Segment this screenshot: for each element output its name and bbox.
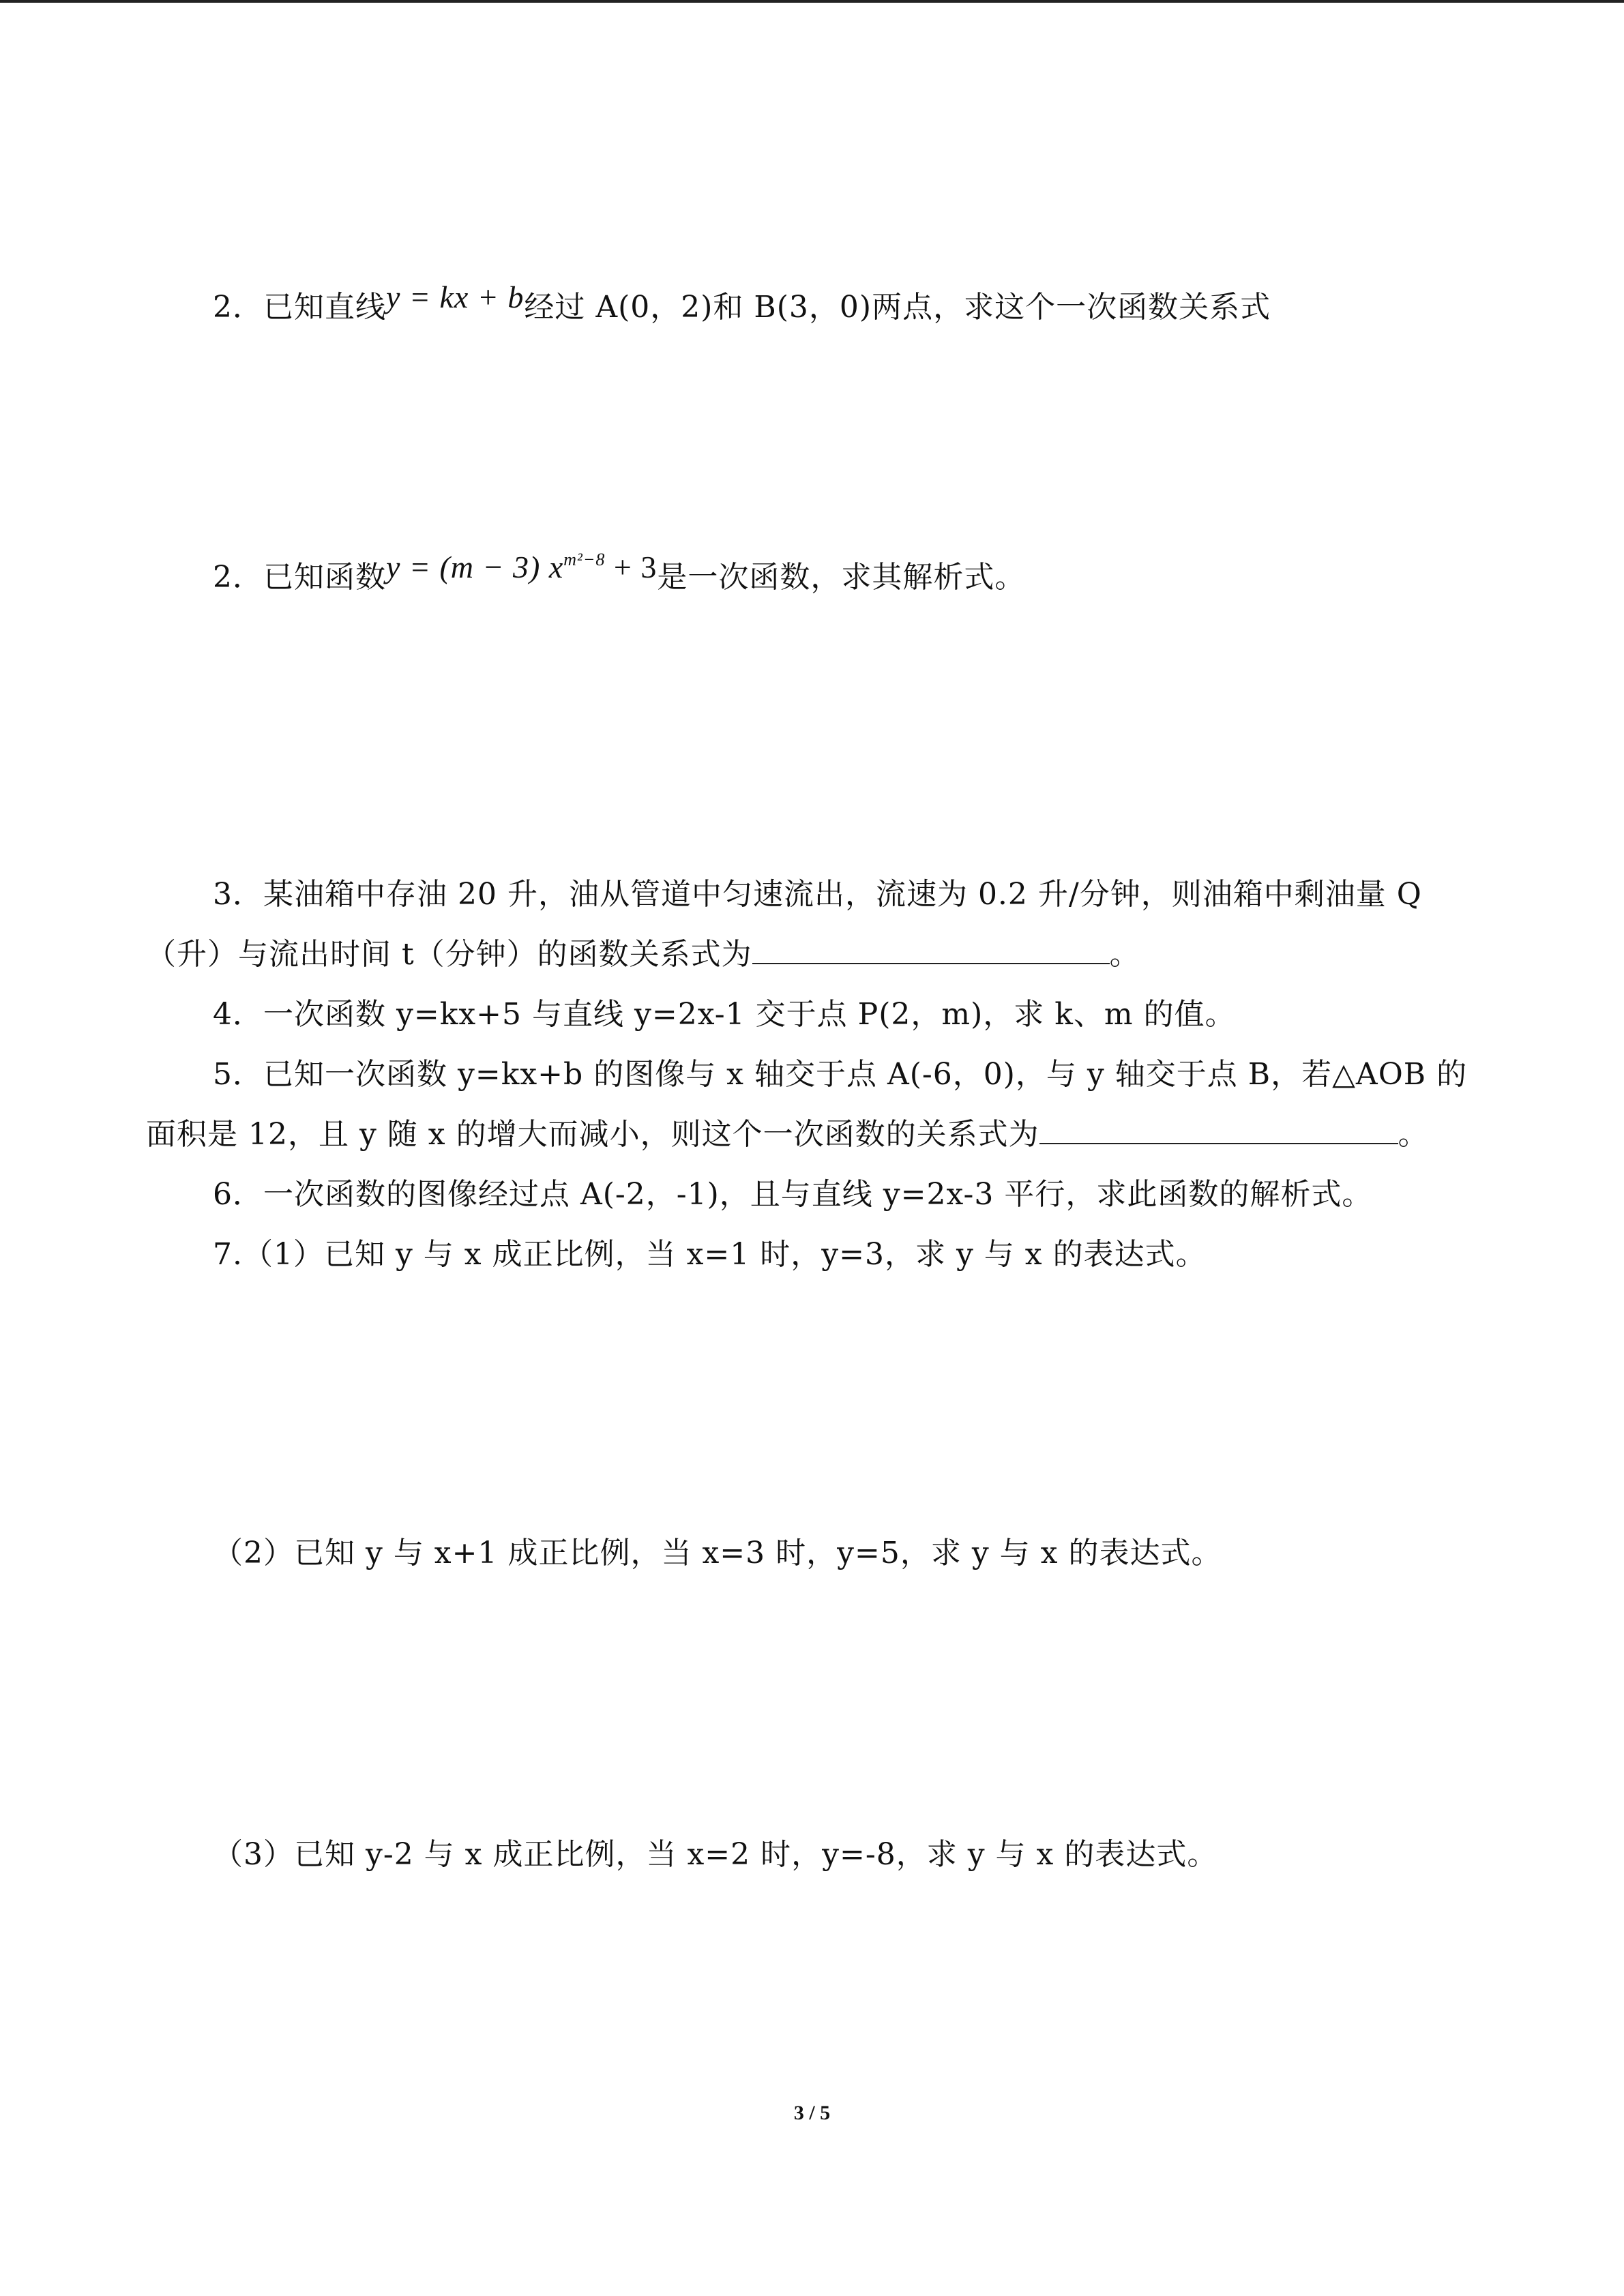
question-text: 面积是 12，且 y 随 x 的增大而减小，则这个一次函数的关系式为 (146, 1117, 1039, 1152)
question-6-line: 6．一次函数的图像经过点 A(-2，-1)，且与直线 y=2x-3 平行，求此函数的解析式。 (213, 1177, 1373, 1212)
question-5-line-2 (146, 1114, 1429, 1155)
question-number: 2． (213, 560, 263, 595)
question-text: 是一次函数，求其解析式。 (657, 560, 1026, 595)
question-3-line-1: 3．某油箱中存油 20 升，油从管道中匀速流出，流速为 0.2 升/分钟，则油箱中剩油量 Q (213, 877, 1422, 912)
question-text: 经过 A(0，2)和 B(3，0)两点，求这个一次函数关系式 (524, 290, 1271, 325)
question-number: 2． (213, 290, 263, 325)
question-text: 已知函数 (263, 560, 386, 595)
question-text: （升）与流出时间 t（分钟）的函数关系式为 (146, 937, 752, 972)
question-2b-line (213, 550, 1026, 602)
question-2-line (213, 280, 1271, 328)
question-7-3-line: （3）已知 y-2 与 x 成正比例，当 x=2 时，y=-8，求 y 与 x 的表达式。 (213, 1837, 1218, 1872)
equation-tail: + 3 (605, 550, 658, 584)
equation (386, 550, 657, 584)
equation: y = kx + b (386, 280, 525, 314)
answer-blank (1039, 1114, 1398, 1144)
question-4-line: 4．一次函数 y=kx+5 与直线 y=2x-1 交于点 P(2，m)，求 k、m 的值。 (213, 997, 1236, 1032)
top-border (0, 0, 1624, 3)
answer-blank (752, 934, 1110, 964)
question-7-2-line: （2）已知 y 与 x+1 成正比例，当 x=3 时，y=5，求 y 与 x 的表达式。 (213, 1536, 1222, 1570)
question-7-1-line: 7.（1）已知 y 与 x 成正比例，当 x=1 时，y=3，求 y 与 x 的表达式。 (213, 1237, 1207, 1272)
question-text: 。 (1109, 937, 1140, 972)
equation-exponent: m²−8 (563, 550, 606, 569)
page-number: 3 / 5 (793, 2102, 831, 2124)
equation-base: y = (m − 3) x (386, 550, 564, 584)
question-5-line-1: 5．已知一次函数 y=kx+b 的图像与 x 轴交于点 A(-6，0)，与 y 轴交于点 B，若△AOB 的 (213, 1057, 1468, 1092)
question-text: 。 (1398, 1117, 1429, 1152)
question-3-line-2 (146, 934, 1140, 975)
question-text: 已知直线 (263, 290, 386, 325)
